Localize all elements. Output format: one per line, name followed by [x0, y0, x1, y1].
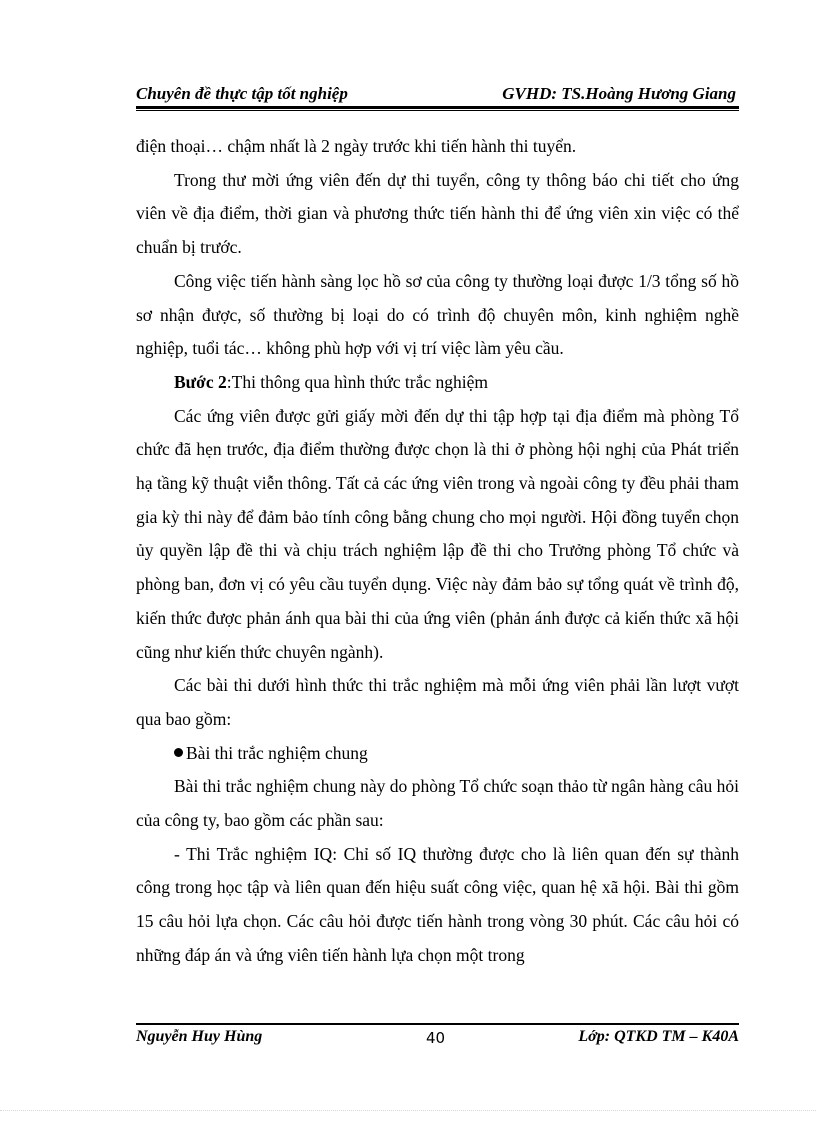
header-title: Chuyên đề thực tập tốt nghiệp	[136, 84, 348, 103]
header-supervisor: GVHD: TS.Hoàng Hương Giang	[502, 84, 736, 103]
paragraph-2: Trong thư mời ứng viên đến dự thi tuyển, công ty thông báo chi tiết cho ứng viên về địa điểm, thời gian và phương thức tiến hành thi để ứng viên xin việc có thể chuẩn bị trước.	[136, 169, 739, 258]
header-rule-thin	[136, 110, 739, 111]
bullet-text: Bài thi trắc nghiệm chung	[186, 742, 368, 763]
footer-rule	[136, 1023, 739, 1025]
bullet-item	[136, 737, 739, 771]
header-rule-thick	[136, 106, 739, 109]
page-boundary-dotted-line	[0, 1110, 816, 1111]
paragraph-8: Bài thi trắc nghiệm chung này do phòng Tổ chức soạn thảo từ ngân hàng câu hỏi của công ty, bao gồm các phần sau:	[136, 776, 739, 831]
paragraph-3: Công việc tiến hành sàng lọc hồ sơ của công ty thường loại được 1/3 tổng số hồ sơ nhận được, số thường bị loại do có trình độ chuyên môn, kinh nghiệm nghề nghiệp, tuổi tác… không phù hợp với vị trí việc làm yêu cầu.	[136, 270, 739, 359]
body-text	[136, 130, 739, 973]
paragraph-9: - Thi Trắc nghiệm IQ: Chỉ số IQ thường được cho là liên quan đến sự thành công trong học tập và liên quan đến hiệu suất công việc, quan hệ xã hội. Bài thi gồm 15 câu hỏi lựa chọn. Các câu hỏi được tiến hành trong vòng 30 phút. Các câu hỏi có những đáp án và ứng viên tiến hành lựa chọn một trong	[136, 843, 739, 965]
bullet-icon	[174, 748, 183, 757]
step-title: :Thi thông qua hình thức trắc nghiệm	[226, 371, 489, 392]
footer-class: Lớp: QTKD TM – K40A	[578, 1028, 739, 1045]
page-header	[136, 80, 736, 106]
paragraph-1: điện thoại… chậm nhất là 2 ngày trước khi tiến hành thi tuyển.	[136, 136, 577, 156]
page-number: 40	[426, 1029, 446, 1047]
page-footer	[136, 1028, 739, 1052]
paragraph-5: Các ứng viên được gửi giấy mời đến dự thi tập hợp tại địa điểm mà phòng Tổ chức đã hẹn trước, địa điểm thường được chọn là thi ở phòng hội nghị của Phát triển hạ tầng kỹ thuật viễn thông. Tất cả các ứng viên trong và ngoài công ty đều phải tham gia kỳ thi này để đảm bảo tính công bằng chung cho mọi người. Hội đồng tuyển chọn ủy quyền lập đề thi và chịu trách nghiệm lập đề thi cho Trưởng phòng Tổ chức và phòng ban, đơn vị có yêu cầu tuyển dụng. Việc này đảm bảo sự tổng quát về trình độ, kiến thức được phản ánh qua bài thi của ứng viên (phản ánh được cả kiến thức xã hội cũng như kiến thức chuyên ngành).	[136, 405, 739, 662]
step-label: Bước 2	[174, 371, 227, 392]
paragraph-6: Các bài thi dưới hình thức thi trắc nghiệm mà mỗi ứng viên phải lần lượt vượt qua bao gồm:	[136, 675, 739, 729]
footer-author: Nguyễn Huy Hùng	[136, 1028, 263, 1045]
step-heading	[136, 366, 739, 400]
